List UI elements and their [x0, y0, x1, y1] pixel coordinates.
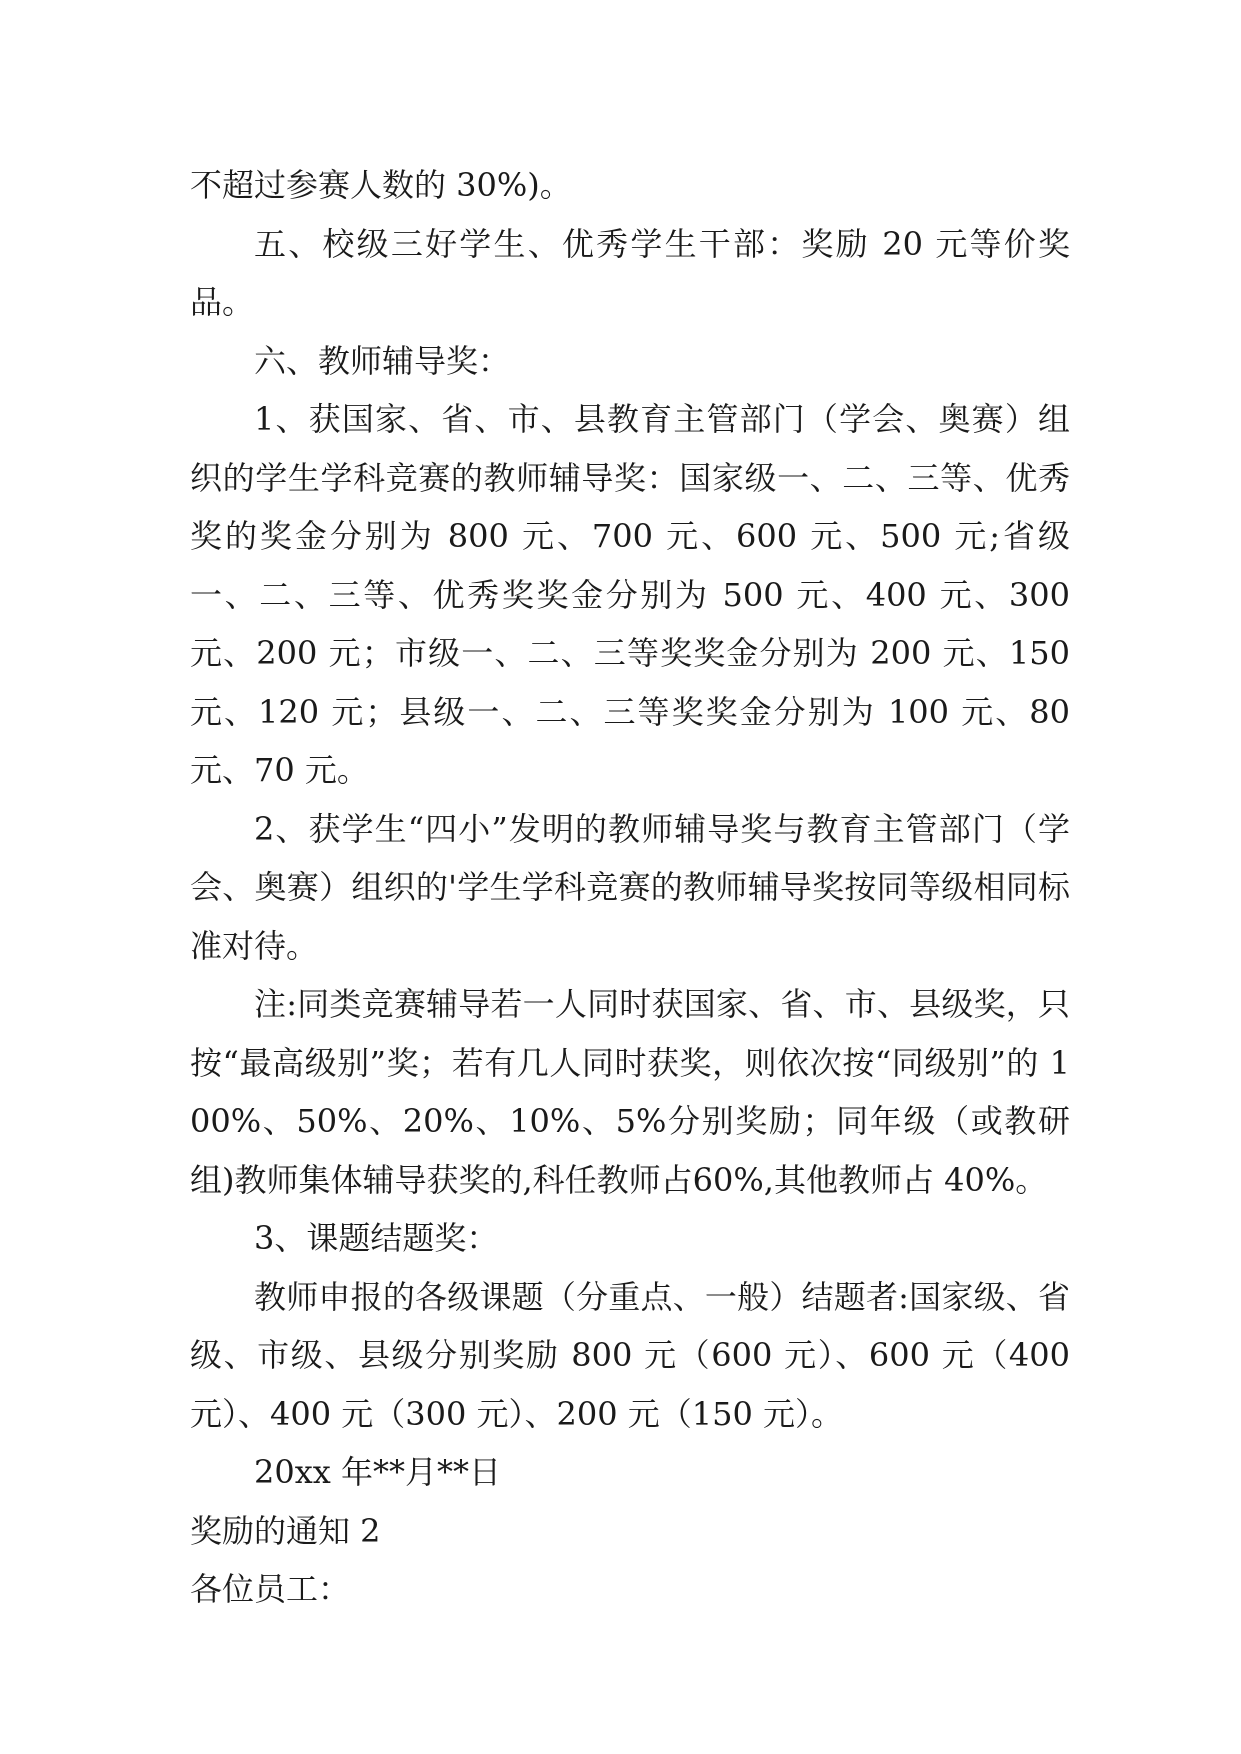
section-title: 奖励的通知 2 — [190, 1511, 381, 1550]
paragraph-participant-limit: 不超过参赛人数的 30%)。 — [190, 166, 572, 204]
paragraph-subitem-two: 2、获学生“四小”发明的教师辅导奖与教育主管部门（学会、奥赛）组织的'学生学科竞赛的教师辅导奖按同等级相同标准对待。 — [190, 809, 1070, 965]
heading-item-six: 六、教师辅导奖： — [254, 341, 511, 380]
paragraph-subitem-one: 1、获国家、省、市、县教育主管部门（学会、奥赛）组织的学生学科竞赛的教师辅导奖：国家级一、二、三等、优秀奖的奖金分别为 800 元、700 元、600 元、500 元;省级一、二、三等、优秀奖奖金分别为 500 元、400 元、300 元、200 元；市级一、二、三等奖奖金分别为 200 元、150 元、120 元；县级一、二、三等奖奖金分别为 100 元、80 元、70 元。 — [190, 400, 1070, 789]
paragraph-item-five: 五、校级三好学生、优秀学生干部：奖励 20 元等价奖品。 — [190, 224, 1070, 321]
heading-subitem-three: 3、课题结题奖： — [254, 1219, 499, 1257]
document-body — [190, 156, 1070, 1619]
salutation: 各位员工： — [190, 1570, 351, 1608]
paragraph-date: 20xx 年**月**日 — [254, 1453, 501, 1491]
paragraph-project-award: 教师申报的各级课题（分重点、一般）结题者:国家级、省级、市级、县级分别奖励 800 元（600 元）、600 元（400 元）、400 元（300 元）、200 元（150 元）。 — [190, 1277, 1070, 1433]
paragraph-note: 注:同类竞赛辅导若一人同时获国家、省、市、县级奖，只按“最高级别”奖；若有几人同时获奖，则依次按“同级别”的 100%、50%、20%、10%、5%分别奖励；同年级（或教研组)教师集体辅导获奖的,科任教师占60%,其他教师占 40%。 — [190, 985, 1070, 1199]
